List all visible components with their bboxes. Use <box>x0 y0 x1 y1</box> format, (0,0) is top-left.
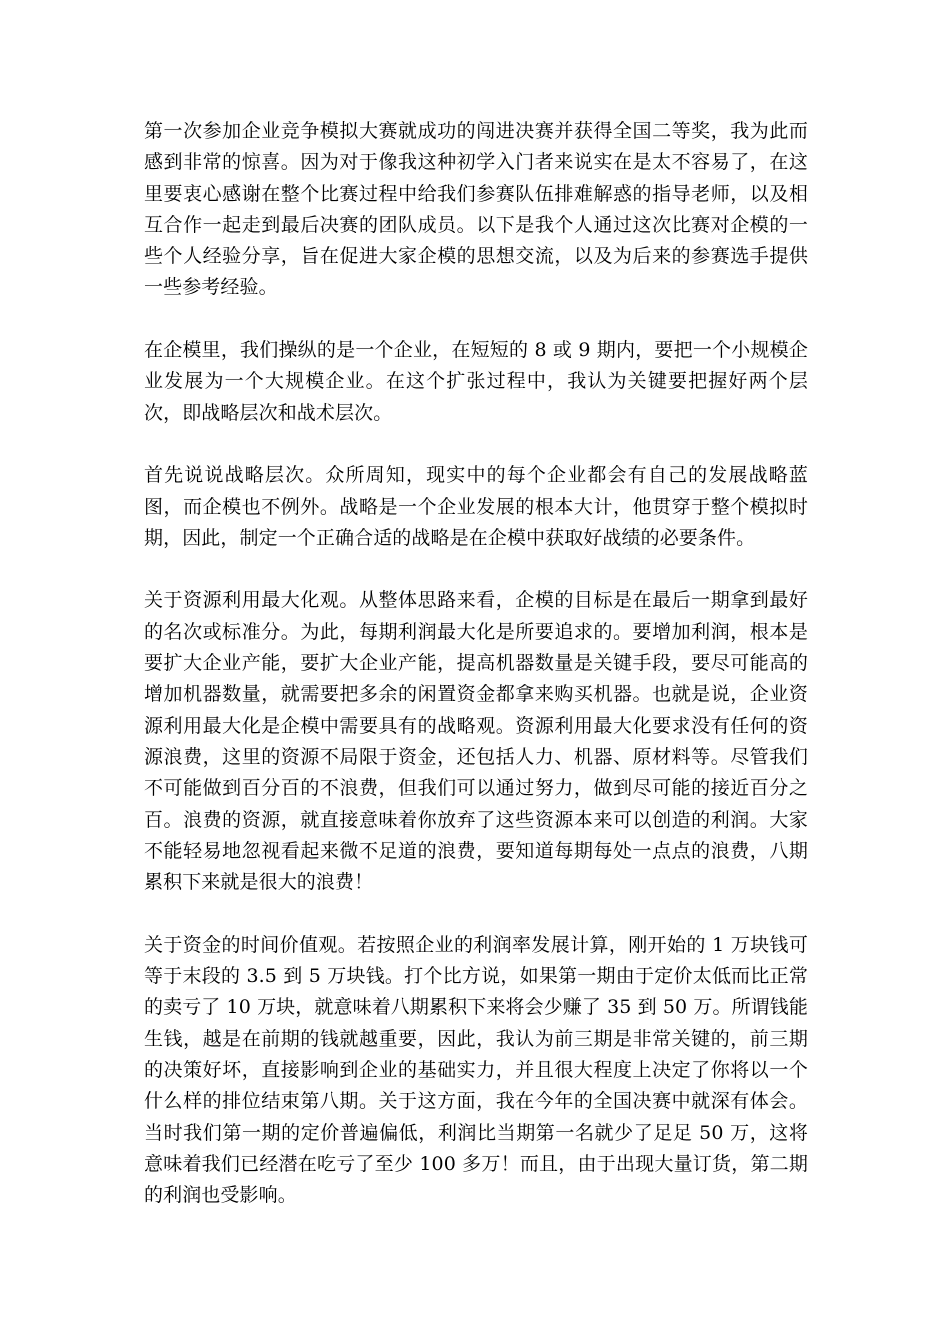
paragraph-intro: 第一次参加企业竞争模拟大赛就成功的闯进决赛并获得全国二等奖，我为此而感到非常的惊喜。因为对于像我这种初学入门者来说实在是太不容易了，在这里要衷心感谢在整个比赛过程中给我们参赛队伍排难解惑的指导老师，以及相互合作一起走到最后决赛的团队成员。以下是我个人通过这次比赛对企模的一些个人经验分享，旨在促进大家企模的思想交流，以及为后来的参赛选手提供一些参考经验。 <box>144 120 808 299</box>
paragraph-two-levels: 在企模里，我们操纵的是一个企业，在短短的 8 或 9 期内，要把一个小规模企业发展为一个大规模企业。在这个扩张过程中，我认为关键要把握好两个层次，即战略层次和战术层次。 <box>144 339 808 424</box>
paragraph-resource-maximization: 关于资源利用最大化观。从整体思路来看，企模的目标是在最后一期拿到最好的名次或标准分。为此，每期利润最大化是所要追求的。要增加利润，根本是要扩大企业产能，要扩大企业产能，提高机器数量是关键手段，要尽可能高的增加机器数量，就需要把多余的闲置资金都拿来购买机器。也就是说，企业资源利用最大化是企模中需要具有的战略观。资源利用最大化要求没有任何的资源浪费，这里的资源不局限于资金，还包括人力、机器、原材料等。尽管我们不可能做到百分百的不浪费，但我们可以通过努力，做到尽可能的接近百分之百。浪费的资源，就直接意味着你放弃了这些资源本来可以创造的利润。大家不能轻易地忽视看起来微不足道的浪费，要知道每期每处一点点的浪费，八期累积下来就是很大的浪费！ <box>144 589 808 894</box>
document-body <box>144 116 808 1243</box>
paragraph-strategy-level: 首先说说战略层次。众所周知，现实中的每个企业都会有自己的发展战略蓝图，而企模也不例外。战略是一个企业发展的根本大计，他贯穿于整个模拟时期，因此，制定一个正确合适的战略是在企模中获取好战绩的必要条件。 <box>144 464 808 549</box>
paragraph-time-value-of-money: 关于资金的时间价值观。若按照企业的利润率发展计算，刚开始的 1 万块钱可等于末段的 3.5 到 5 万块钱。打个比方说，如果第一期由于定价太低而比正常的卖亏了 10 万块，就意味着八期累积下来将会少赚了 35 到 50 万。所谓钱能生钱，越是在前期的钱就越重要，因此，我认为前三期是非常关键的，前三期的决策好坏，直接影响到企业的基础实力，并且很大程度上决定了你将以一个什么样的排位结束第八期。关于这方面，我在今年的全国决赛中就深有体会。当时我们第一期的定价普遍偏低，利润比当期第一名就少了足足 50 万，这将意味着我们已经潜在吃亏了至少 100 多万！而且，由于出现大量订货，第二期的利润也受影响。 <box>144 933 808 1207</box>
